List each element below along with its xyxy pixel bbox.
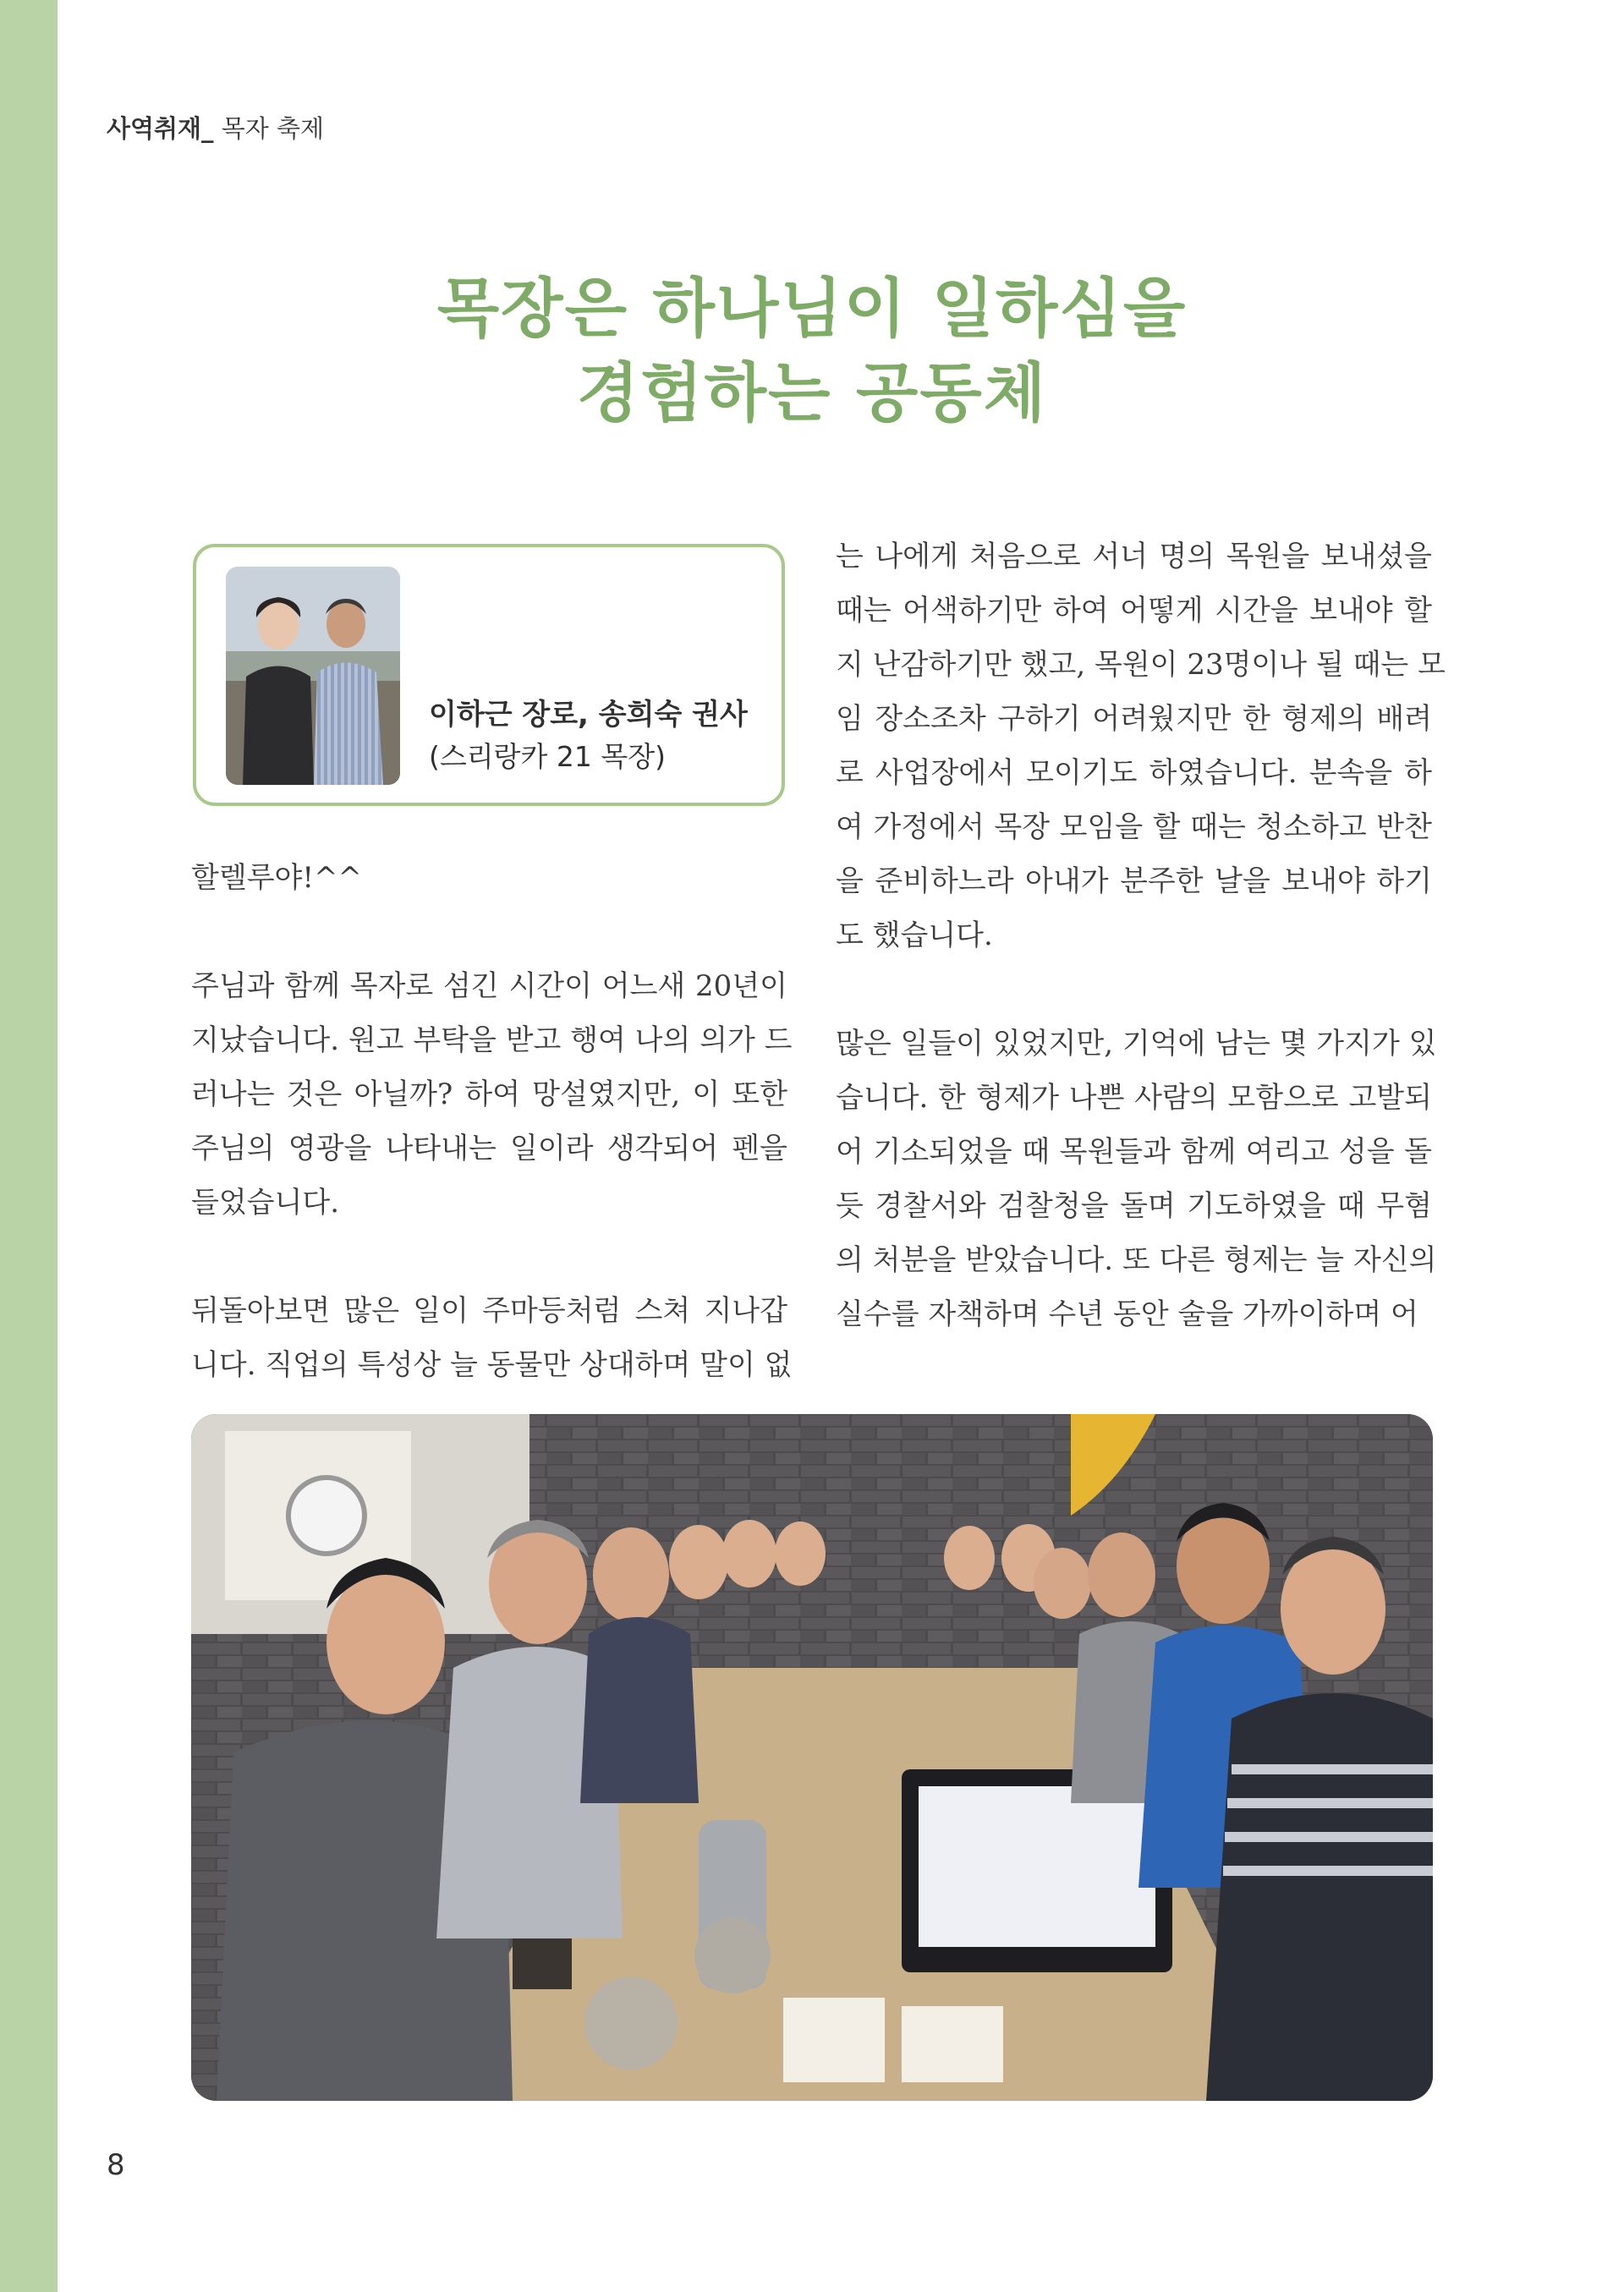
right-column-text-line: 임 장소조차 구하기 어려웠지만 한 형제의 배려 — [836, 702, 1432, 736]
author-name: 이하근 장로, 송희숙 권사 — [429, 698, 748, 732]
paragraph-gap — [191, 905, 787, 959]
right-column-text-line: 많은 일들이 있었지만, 기억에 남는 몇 가지가 있 — [836, 1027, 1437, 1061]
right-column-text-line: 습니다. 한 형제가 나쁜 사람의 모함으로 고발되 — [836, 1081, 1432, 1115]
section-label-bold: 사역취재_ — [107, 114, 214, 143]
article-title — [304, 266, 1320, 436]
author-box — [193, 544, 785, 806]
left-column-text-line: 할렐루야!^^ — [191, 861, 363, 895]
section-label — [107, 110, 324, 145]
author-role: (스리랑카 21 목장) — [429, 740, 666, 773]
article-title-line-2: 경험하는 공동체 — [576, 355, 1048, 430]
group-photo-illustration — [191, 1414, 1433, 2101]
right-column-text-line: 도 했습니다. — [836, 918, 993, 952]
right-column-text-line: 는 나에게 처음으로 서너 명의 목원을 보내셨을 — [836, 540, 1432, 573]
paragraph-gap — [191, 1230, 787, 1284]
article-column-right — [836, 529, 1446, 1341]
left-column-text-line: 러나는 것은 아닐까? 하여 망설였지만, 이 또한 — [191, 1077, 787, 1111]
right-column-text-line: 로 사업장에서 모이기도 하였습니다. 분속을 하 — [836, 756, 1432, 790]
left-column-text-line: 들었습니다. — [191, 1186, 340, 1220]
right-column-text-line: 실수를 자책하며 수년 동안 술을 가까이하며 어 — [836, 1297, 1418, 1331]
section-label-rest: 목자 축제 — [213, 114, 325, 143]
left-column-text-line: 니다. 직업의 특성상 늘 동물만 상대하며 말이 없 — [191, 1348, 793, 1382]
right-column-text-line: 지 난감하기만 했고, 목원이 23명이나 될 때는 모 — [836, 648, 1446, 682]
group-photo — [191, 1414, 1433, 2101]
right-column-text-line: 여 가정에서 목장 모임을 할 때는 청소하고 반찬 — [836, 810, 1432, 844]
right-column-text-line: 의 처분을 받았습니다. 또 다른 형제는 늘 자신의 — [836, 1243, 1437, 1277]
paragraph-gap — [836, 962, 1432, 1017]
author-photo — [226, 567, 400, 785]
left-column-text-line: 뒤돌아보면 많은 일이 주마등처럼 스쳐 지나갑 — [191, 1294, 787, 1328]
left-column-text-line: 지났습니다. 원고 부탁을 받고 행여 나의 의가 드 — [191, 1023, 793, 1057]
article-title-line-1: 목장은 하나님이 일하심을 — [436, 271, 1188, 346]
right-column-text-line: 을 준비하느라 아내가 분주한 날을 보내야 하기 — [836, 864, 1432, 898]
right-column-text-line: 때는 어색하기만 하여 어떻게 시간을 보내야 할 — [836, 594, 1432, 628]
left-column-text-line: 주님의 영광을 나타내는 일이라 생각되어 펜을 — [191, 1132, 787, 1165]
right-column-text-line: 어 기소되었을 때 목원들과 함께 여리고 성을 돌 — [836, 1135, 1432, 1169]
page-number: 8 — [107, 2148, 125, 2182]
author-photo-illustration — [226, 567, 400, 785]
article-column-left — [191, 851, 793, 1392]
left-column-text-line: 주님과 함께 목자로 섬긴 시간이 어느새 20년이 — [191, 969, 787, 1003]
side-color-band — [0, 0, 58, 2292]
right-column-text-line: 듯 경찰서와 검찰청을 돌며 기도하였을 때 무혐 — [836, 1189, 1432, 1223]
